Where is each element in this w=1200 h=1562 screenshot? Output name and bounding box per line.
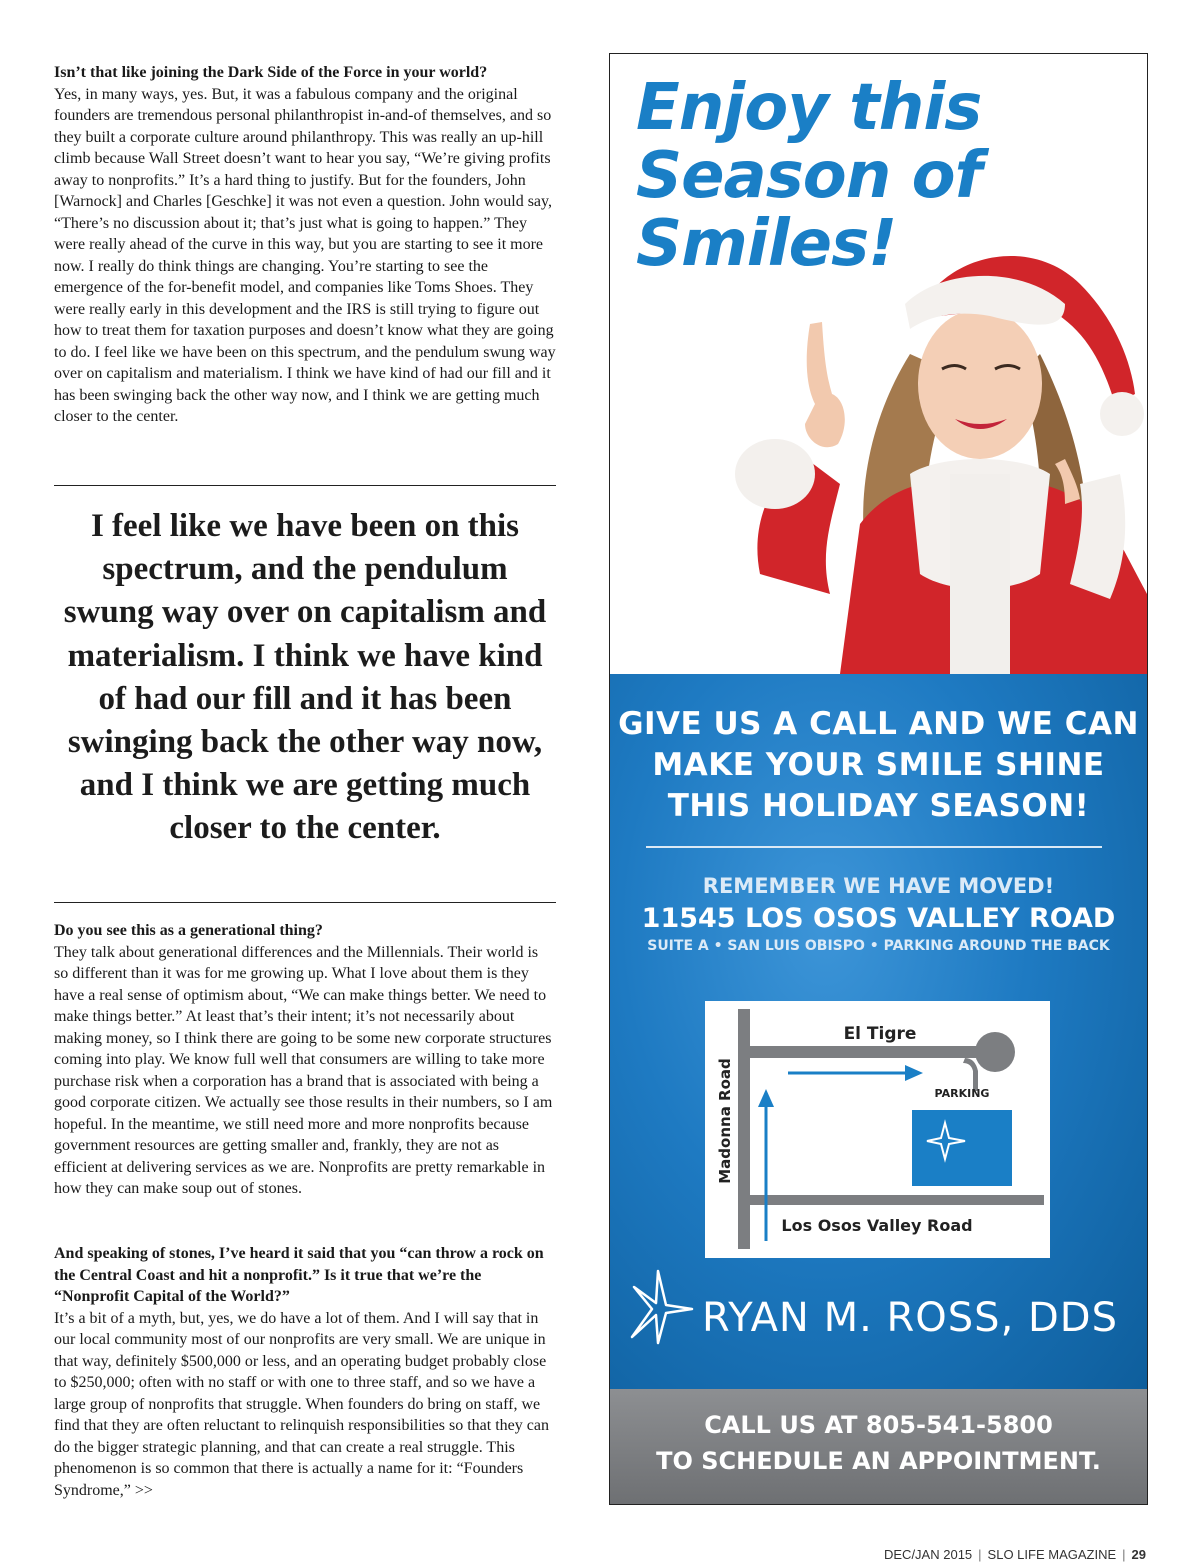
ad-divider: [646, 846, 1102, 848]
pullquote-bottom-rule: [54, 902, 556, 903]
qa-block-3: [54, 1243, 556, 1501]
magazine-name: SLO LIFE MAGAZINE: [987, 1547, 1117, 1562]
qa-block-2: [54, 920, 556, 1200]
phone-message: [610, 1407, 1147, 1479]
answer-1: Yes, in many ways, yes. But, it was a fabulous company and the original founders are tremendous personal philanthropist in-and-of themselves, and so they built a corporate culture around philanthropy. This was really an up-hill climb because Wall Street doesn’t want to hear you say, “We’re giving profits away to nonprofits.” It’s a hard thing to justify. But for the founders, John [Warnock] and Charles [Geschke] it was not even a question. John would say, “There’s no discussion about it; that’s just what is going to happen.” They were really ahead of the curve in this way, but you are starting to see it more now. I really do think things are changing. You’re starting to see the emergence of the for-benefit model, and companies like Toms Shoes. They were really early in this development and the IRS is still trying to figure out how to treat them for taxation purposes and doesn’t know what they are going to do. I feel like we have been on this spectrum, and the pendulum swung way over on capitalism and materialism. I think we have kind of had our fill and it has been swinging back the other way now, and I think we are getting much closer to the center.: [54, 85, 556, 425]
continue-mark: >>: [134, 1481, 153, 1499]
answer-3-text: It’s a bit of a myth, but, yes, we do have a lot of them. And I will say that in our local community most of our nonprofits are very small. We are unique in that way, definitely $500,000 or less, and an operating budget probably close to $250,000; often with no staff or with one to three staff, and so we have a large group of nonprofits that struggle. When founders do bring on staff, we find that they are often reluctant to relinquish responsibilities so that they can do the bigger strategic planning, and that can create a real struggle. This phenomenon is so common that there is actually a name for it: “Founders Syndrome,”: [54, 1309, 549, 1499]
dental-advertisement: [609, 53, 1148, 1505]
suite-details: SUITE A • SAN LUIS OBISPO • PARKING AROUND THE BACK: [647, 938, 1110, 954]
map-road-madonna: Madonna Road: [716, 1058, 734, 1184]
question-2: Do you see this as a generational thing?: [54, 922, 323, 939]
call-line-3: THIS HOLIDAY SEASON!: [667, 788, 1090, 824]
ad-blue-panel: [610, 674, 1147, 1389]
answer-3: [54, 1308, 556, 1502]
map-road-el-tigre: El Tigre: [843, 1024, 917, 1044]
headline-line-2: Season of: [636, 139, 982, 213]
pullquote-top-rule: [54, 485, 556, 486]
phone-line-1: CALL US AT 805-541-5800: [704, 1411, 1053, 1439]
location-map: [705, 1001, 1050, 1258]
pullquote: I feel like we have been on this spectrum, and the pendulum swung way over on capitalism and materialism. I think we have kind of had our fill and it has been swinging back the other way now, and I think we are getting much closer to the center.: [63, 508, 547, 847]
map-road-los-osos: Los Osos Valley Road: [781, 1216, 973, 1235]
map-parking-label: PARKING: [934, 1087, 990, 1100]
headline-line-3: Smiles!: [636, 207, 897, 281]
map-drawing: [705, 1001, 1050, 1258]
call-line-2: MAKE YOUR SMILE SHINE: [652, 747, 1105, 783]
headline-line-1: Enjoy this: [636, 71, 982, 145]
call-line-1: GIVE US A CALL AND WE CAN: [618, 706, 1139, 742]
page-footer: [760, 1547, 1146, 1562]
office-address: 11545 LOS OSOS VALLEY ROAD: [641, 903, 1116, 934]
footer-separator: |: [978, 1547, 982, 1562]
qa-block-1: [54, 62, 556, 428]
doctor-brand: [630, 1267, 1130, 1357]
issue-date: DEC/JAN 2015: [884, 1547, 973, 1562]
footer-separator: |: [1122, 1547, 1126, 1562]
answer-2: They talk about generational differences and the Millennials. Their world is so different than it was for me growing up. What I love about them is they have a real sense of optimism about, “We can make things better. We need to make things better.” At least that’s their intent; it’s not necessarily about making money, so I think there are going to be some new corporate structures coming into play. We know full well that consumers are willing to take more purchase risk when a corporation has a brand that is associated with being a good corporate citizen. We actually see those results in their numbers, so I am hopeful. In the meantime, we still need more and more nonprofits because government resources are getting smaller and, frankly, they are not as efficient at delivering services as we are. Nonprofits are pretty remarkable in how they can make soup out of stones.: [54, 943, 553, 1197]
question-1: Isn’t that like joining the Dark Side of the Force in your world?: [54, 64, 488, 81]
call-message: [610, 704, 1147, 827]
page-number: 29: [1131, 1547, 1146, 1562]
star-logo-icon: [630, 1267, 694, 1347]
question-3: And speaking of stones, I’ve heard it said that you “can throw a rock on the Central Coast and hit a nonprofit.” Is it true that we’re the “Nonprofit Capital of the World?”: [54, 1245, 544, 1305]
phone-line-2: TO SCHEDULE AN APPOINTMENT.: [656, 1447, 1101, 1475]
ad-headline: [636, 71, 1036, 281]
doctor-name: RYAN M. ROSS, DDS: [702, 1295, 1118, 1341]
moved-notice: REMEMBER WE HAVE MOVED!: [702, 874, 1055, 898]
ad-phone-band: [610, 1389, 1147, 1504]
